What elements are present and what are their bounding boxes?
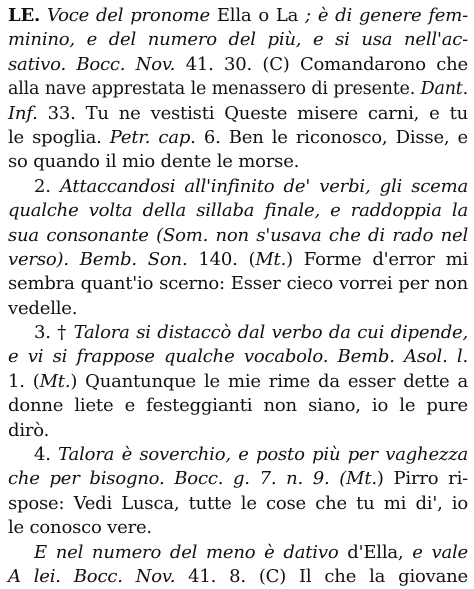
text-segment: Voce del pronome (40, 5, 217, 26)
text-line (8, 565, 468, 589)
text-line (8, 77, 468, 101)
text-line (8, 297, 468, 321)
text-segment: che per bisogno. (8, 468, 175, 490)
text-segment: 3. † (34, 322, 74, 344)
text-segment: verso). (8, 248, 80, 270)
text-line (8, 199, 468, 223)
text-segment: Talora è soverchio, e posto più per vaghezza (58, 444, 469, 466)
text-line (8, 28, 468, 52)
text-segment: Bemb. Son. (79, 248, 199, 270)
text-segment: e vale (412, 541, 469, 563)
text-segment: Mt. (255, 248, 287, 270)
text-line (8, 272, 468, 296)
text-line (8, 467, 468, 491)
text-segment: ) Forme d'error mi (286, 248, 469, 270)
text-line (8, 175, 468, 199)
text-segment: Talora si distaccò dal verbo da cui dipende, (73, 322, 468, 344)
text-segment: 1. ( (8, 370, 40, 392)
text-segment: Ella o La (216, 5, 306, 26)
text-segment: alla nave apprestata le menassero di presente. (8, 79, 421, 100)
text-segment: 6. Ben le riconosco, Disse, e (203, 126, 469, 148)
text-segment: Bemb. Asol. l. (337, 346, 468, 368)
text-line (8, 394, 468, 418)
text-line (8, 345, 468, 369)
text-segment: e vi si frappose qualche vocabolo. (8, 346, 338, 368)
text-segment: vedelle. (8, 297, 78, 319)
text-segment: Mt. (346, 468, 377, 490)
text-segment: sativo. (8, 53, 77, 75)
text-segment: 33. Tu ne vestisti Queste misere carni, e tu (47, 102, 468, 124)
text-segment: Bocc. Nov. (76, 53, 186, 75)
text-segment: donne liete e festeggianti non siano, io le pure (8, 395, 468, 417)
text-segment: sembra quant'io scerno: Esser cieco vorrei per non (8, 273, 468, 295)
text-segment: 2. (34, 175, 60, 197)
text-line (8, 516, 468, 540)
text-line (8, 419, 468, 443)
text-segment: le spoglia. (8, 126, 110, 148)
text-line (8, 443, 468, 467)
text-line (8, 541, 468, 565)
text-line (8, 126, 468, 150)
text-segment: E nel numero del meno è dativo (34, 541, 348, 563)
text-segment: ) Pirro ri- (376, 468, 469, 490)
text-line (8, 492, 468, 516)
text-segment: Dant. (420, 79, 468, 100)
text-segment: minino, e del numero del più, e si usa nell'ac- (8, 29, 468, 51)
text-segment: qualche volta della sillaba finale, e raddoppia la (8, 200, 468, 222)
text-line (8, 53, 468, 77)
text-segment: 41. 30. (C) Comandarono che (185, 53, 468, 75)
text-segment: 41. 8. (C) Il che la giovane (188, 565, 468, 587)
text-segment: ; è di genere fem- (305, 5, 468, 26)
text-segment: Inf. (8, 102, 48, 124)
text-segment: Petr. cap. (109, 126, 204, 148)
text-segment: ) Quantunque le mie rime da esser dette a (70, 370, 468, 392)
text-segment: Mt. (39, 370, 71, 392)
text-segment: so quando il mio dente le morse. (8, 151, 300, 173)
text-segment: 4. (34, 444, 59, 466)
text-segment: Attaccandosi all'infinito de' verbi, gli scema (59, 175, 468, 197)
text-line (8, 4, 468, 28)
text-segment: le conosco vere. (8, 517, 152, 539)
text-line (8, 370, 468, 394)
text-segment: d'Ella, (347, 541, 413, 563)
text-segment: sua consonante (Som. non s'usava che di rado nel (8, 224, 468, 246)
text-line (8, 102, 468, 126)
text-segment: spose: Vedi Lusca, tutte le cose che tu mi di', io (8, 492, 468, 514)
text-segment: LE. (8, 5, 41, 26)
text-segment: A lei. (8, 565, 74, 587)
text-line (8, 224, 468, 248)
text-line (8, 248, 468, 272)
text-line (8, 150, 468, 174)
text-segment: dirò. (8, 419, 50, 441)
text-segment: Bocc. g. 7. n. 9. ( (174, 468, 347, 490)
text-segment: Bocc. Nov. (73, 565, 189, 587)
text-segment: 140. ( (198, 248, 256, 270)
text-line (8, 321, 468, 345)
